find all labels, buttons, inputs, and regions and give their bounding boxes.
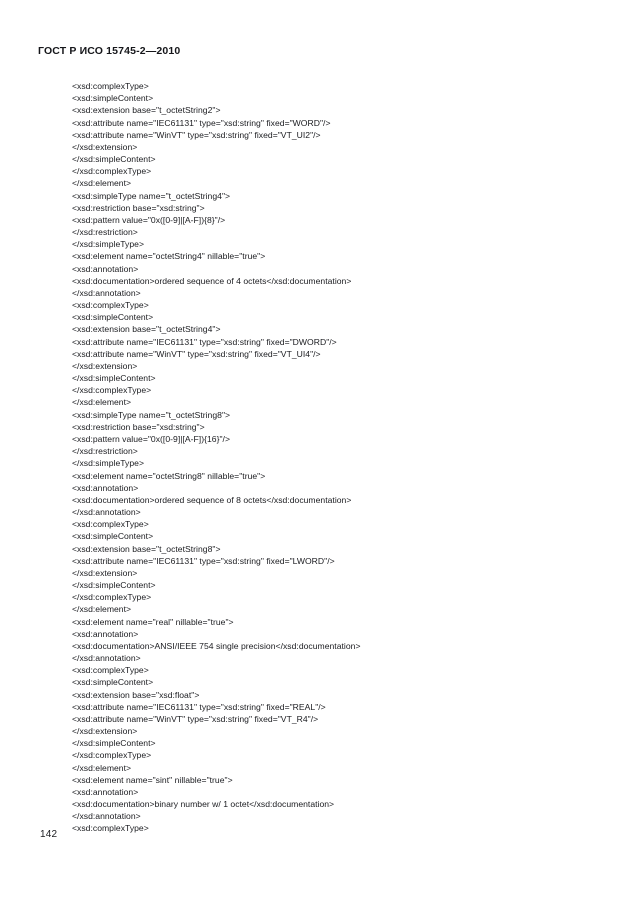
- code-line: <xsd:element name="octetString4" nillable="true">: [72, 251, 266, 262]
- code-line: <xsd:complexType>: [72, 519, 149, 530]
- code-line: <xsd:documentation>ordered sequence of 8 octets</xsd:documentation>: [72, 494, 352, 505]
- code-line: <xsd:extension base="t_octetString4">: [72, 324, 221, 335]
- code-line: <xsd:element name="sint" nillable="true">: [72, 774, 233, 785]
- code-line: <xsd:attribute name="IEC61131" type="xsd:string" fixed="LWORD"/>: [72, 555, 335, 566]
- code-line: </xsd:element>: [72, 762, 132, 773]
- code-line: <xsd:simpleContent>: [72, 312, 154, 323]
- code-line: <xsd:complexType>: [72, 81, 149, 91]
- code-line: <xsd:element name="real" nillable="true">: [72, 616, 234, 627]
- code-line: <xsd:documentation>ordered sequence of 4 octets</xsd:documentation>: [72, 275, 352, 286]
- code-line: </xsd:complexType>: [72, 385, 152, 396]
- code-line: <xsd:attribute name="IEC61131" type="xsd:string" fixed="WORD"/>: [72, 117, 331, 128]
- code-line: <xsd:simpleContent>: [72, 531, 154, 542]
- code-line: <xsd:documentation>ANSI/IEEE 754 single precision</xsd:documentation>: [72, 640, 361, 651]
- code-line: <xsd:annotation>: [72, 786, 139, 797]
- code-line: <xsd:attribute name="WinVT" type="xsd:string" fixed="VT_UI4"/>: [72, 348, 321, 359]
- code-line: <xsd:complexType>: [72, 665, 149, 676]
- code-line: </xsd:simpleContent>: [72, 738, 156, 749]
- code-line: </xsd:simpleType>: [72, 458, 144, 469]
- code-line: <xsd:complexType>: [72, 823, 149, 834]
- page-number: 142: [40, 829, 58, 840]
- code-line: </xsd:complexType>: [72, 166, 152, 177]
- code-line: </xsd:extension>: [72, 141, 138, 152]
- code-line: </xsd:element>: [72, 397, 132, 408]
- code-line: </xsd:annotation>: [72, 287, 141, 298]
- code-line: <xsd:extension base="t_octetString8">: [72, 543, 221, 554]
- code-line: </xsd:restriction>: [72, 227, 138, 238]
- running-header: ГОСТ Р ИСО 15745-2—2010: [38, 45, 181, 57]
- code-line: <xsd:complexType>: [72, 300, 149, 311]
- code-line: </xsd:extension>: [72, 360, 138, 371]
- code-line: <xsd:simpleType name="t_octetString8">: [72, 409, 231, 420]
- code-line: <xsd:attribute name="WinVT" type="xsd:string" fixed="VT_R4"/>: [72, 713, 319, 724]
- code-line: <xsd:simpleType name="t_octetString4">: [72, 190, 231, 201]
- code-line: </xsd:annotation>: [72, 507, 141, 518]
- code-line: </xsd:simpleContent>: [72, 580, 156, 591]
- code-line: <xsd:element name="octetString8" nillable="true">: [72, 470, 266, 481]
- code-line: </xsd:element>: [72, 604, 132, 615]
- code-line: </xsd:complexType>: [72, 750, 152, 761]
- code-line: </xsd:simpleContent>: [72, 154, 156, 165]
- code-line: </xsd:extension>: [72, 567, 138, 578]
- code-line: <xsd:restriction base="xsd:string">: [72, 421, 205, 432]
- code-line: <xsd:simpleContent>: [72, 93, 154, 104]
- code-line: <xsd:annotation>: [72, 482, 139, 493]
- code-line: </xsd:annotation>: [72, 811, 141, 822]
- code-line: <xsd:attribute name="IEC61131" type="xsd:string" fixed="DWORD"/>: [72, 336, 337, 347]
- code-line: </xsd:restriction>: [72, 446, 138, 457]
- xsd-code-listing: [72, 80, 602, 835]
- code-line: <xsd:annotation>: [72, 628, 139, 639]
- code-line: <xsd:attribute name="IEC61131" type="xsd:string" fixed="REAL"/>: [72, 701, 326, 712]
- code-line: <xsd:attribute name="WinVT" type="xsd:string" fixed="VT_UI2"/>: [72, 129, 321, 140]
- code-line: <xsd:documentation>binary number w/ 1 octet</xsd:documentation>: [72, 799, 335, 810]
- code-line: <xsd:extension base="xsd:float">: [72, 689, 200, 700]
- code-line: </xsd:annotation>: [72, 653, 141, 664]
- code-line: </xsd:complexType>: [72, 592, 152, 603]
- code-line: <xsd:annotation>: [72, 263, 139, 274]
- code-line: <xsd:restriction base="xsd:string">: [72, 202, 205, 213]
- code-line: <xsd:pattern value="0x([0-9]|[A-F]){16}"/>: [72, 433, 230, 444]
- code-line: <xsd:pattern value="0x([0-9]|[A-F]){8}"/>: [72, 214, 226, 225]
- code-line: </xsd:element>: [72, 178, 132, 189]
- code-line: </xsd:simpleContent>: [72, 373, 156, 384]
- code-line: </xsd:simpleType>: [72, 239, 144, 250]
- code-line: </xsd:extension>: [72, 726, 138, 737]
- code-line: <xsd:simpleContent>: [72, 677, 154, 688]
- code-line: <xsd:extension base="t_octetString2">: [72, 105, 221, 116]
